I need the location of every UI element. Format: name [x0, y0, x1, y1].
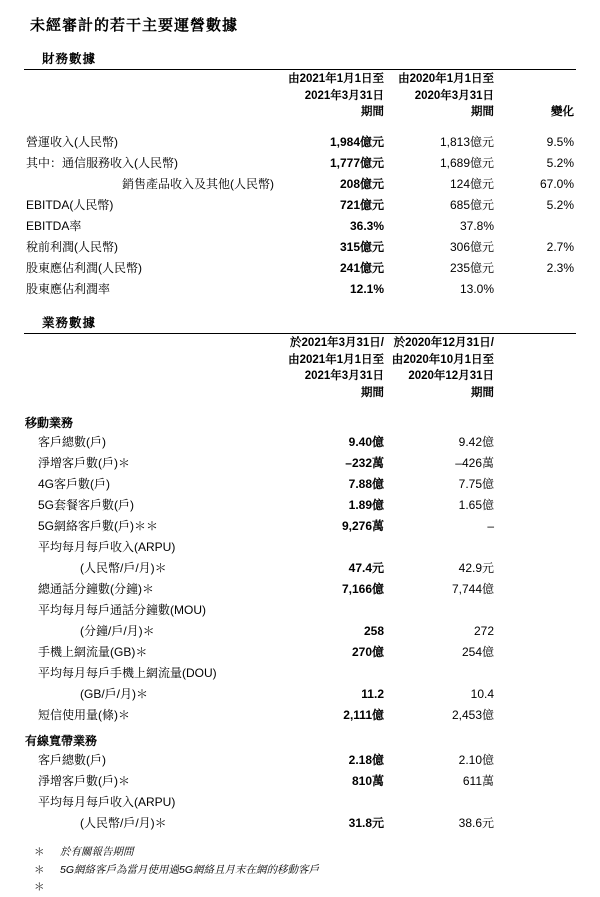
row-value-current: 721億元 [339, 197, 384, 212]
row-value-prior: 685億元 [449, 197, 494, 212]
table-group-title [24, 726, 576, 750]
row-value-current: 258 [363, 624, 384, 639]
row-label: 短信使用量(條)＊ [38, 708, 130, 723]
table-row [24, 152, 576, 173]
row-label: 平均每月每戶收入(ARPU) [38, 540, 176, 555]
row-value-prior: 306億元 [449, 239, 494, 254]
row-value-current: 12.1% [349, 281, 384, 296]
row-value-prior: – [487, 519, 494, 534]
row-value-current [276, 663, 386, 684]
row-label: 平均每月每戶通話分鐘數(MOU) [38, 603, 206, 618]
row-label: 4G客戶數(戶) [38, 477, 111, 492]
row-value-spacer [496, 516, 576, 537]
row-value-prior: 37.8% [459, 218, 494, 233]
row-value-prior [386, 792, 496, 813]
row-value-change: 2.7% [546, 239, 574, 254]
row-value-current: 11.2 [361, 687, 384, 702]
row-value-spacer [496, 432, 576, 453]
row-value-spacer [496, 750, 576, 771]
row-label: 營運收入(人民幣) [26, 134, 118, 149]
financial-table-header [24, 70, 576, 122]
row-value-current: 1,777億元 [329, 155, 384, 170]
table-row [24, 771, 576, 792]
row-value-current: 208億元 [339, 176, 384, 191]
table-row [24, 813, 576, 834]
row-value-spacer [496, 474, 576, 495]
business-col-b-header: 於2020年12月31日/ 由2020年10月1日至 2020年12月31日 期間 [391, 337, 494, 400]
table-row [24, 684, 576, 705]
row-value-current [276, 792, 386, 813]
row-value-prior: 254億 [461, 645, 494, 660]
row-value-current: 9,276萬 [341, 519, 384, 534]
financial-col-c-header: 變化 [551, 106, 574, 119]
table-row [24, 215, 576, 236]
table-row [24, 474, 576, 495]
row-value-prior: 7,744億 [451, 582, 494, 597]
row-label: (GB/戶/月)＊ [80, 687, 148, 702]
row-value-prior [386, 663, 496, 684]
footnote-mark: ＊ [34, 845, 45, 858]
table-row [24, 558, 576, 579]
page-title: 未經審計的若干主要運營數據 [30, 17, 239, 34]
row-value-prior: 38.6元 [458, 816, 494, 831]
row-value-spacer [496, 663, 576, 684]
row-value-spacer [496, 642, 576, 663]
table-group-title [24, 408, 576, 432]
row-value-prior: 13.0% [459, 281, 494, 296]
row-value-prior: 611萬 [462, 774, 494, 789]
row-value-prior [386, 537, 496, 558]
table-row [24, 537, 576, 558]
row-label: 客戶總數(戶) [38, 435, 106, 450]
row-value-current: 270億 [351, 645, 384, 660]
table-row [24, 432, 576, 453]
row-value-spacer [496, 537, 576, 558]
row-value-change: 9.5% [546, 134, 574, 149]
row-value-prior: 42.9元 [458, 561, 494, 576]
business-table-header [24, 334, 576, 403]
footnote-text: 於有關報告期間 [60, 845, 134, 858]
table-row [24, 257, 576, 278]
table-row [24, 278, 576, 299]
row-value-spacer [496, 453, 576, 474]
financial-col-b-header: 由2020年1月1日至 2020年3月31日 期間 [398, 73, 494, 119]
table-row [24, 579, 576, 600]
row-label: (分鐘/戶/月)＊ [80, 624, 155, 639]
row-value-prior: 124億元 [449, 176, 494, 191]
row-label: 淨增客戶數(戶)＊ [38, 774, 130, 789]
row-value-spacer [496, 495, 576, 516]
row-value-change: 5.2% [546, 197, 574, 212]
table-row [24, 236, 576, 257]
row-value-spacer [496, 684, 576, 705]
table-row [24, 173, 576, 194]
group-label: 有線寬帶業務 [25, 733, 98, 748]
row-value-prior: 9.42億 [458, 435, 494, 450]
row-value-prior: 10.4 [470, 687, 494, 702]
row-label: 平均每月每戶收入(ARPU) [38, 795, 176, 810]
row-label: (人民幣/戶/月)＊ [80, 816, 167, 831]
row-value-prior: 1,813億元 [439, 134, 494, 149]
financial-table [24, 70, 576, 299]
business-table [24, 334, 576, 834]
row-value-current: 47.4元 [348, 561, 384, 576]
table-row [24, 131, 576, 152]
row-value-current: 7,166億 [341, 582, 384, 597]
row-value-current: 36.3% [349, 218, 384, 233]
footnotes [24, 844, 576, 897]
table-row [24, 600, 576, 621]
row-label: EBITDA率 [26, 218, 82, 233]
row-label: 銷售產品收入及其他(人民幣) [122, 176, 274, 191]
row-value-prior [386, 600, 496, 621]
table-row [24, 516, 576, 537]
row-value-change [496, 278, 576, 299]
row-label: 淨增客戶數(戶)＊ [38, 456, 130, 471]
row-value-spacer [496, 792, 576, 813]
row-label: 5G套餐客戶數(戶) [38, 498, 135, 513]
table-row [24, 621, 576, 642]
footnote-mark: ＊＊ [34, 863, 45, 894]
row-value-current [276, 537, 386, 558]
table-row [24, 194, 576, 215]
row-value-prior: –426萬 [455, 456, 494, 471]
row-label: 其中：通信服務收入(人民幣) [26, 155, 178, 170]
row-value-current: 9.40億 [348, 435, 384, 450]
row-value-change: 5.2% [546, 155, 574, 170]
row-value-current: 810萬 [351, 774, 384, 789]
row-value-current: 1,984億元 [329, 134, 384, 149]
row-value-change: 2.3% [546, 260, 574, 275]
row-value-prior: 7.75億 [458, 477, 494, 492]
section-header-business: 業務數據 [42, 316, 97, 331]
row-value-spacer [496, 771, 576, 792]
row-value-spacer [496, 813, 576, 834]
row-label: 平均每月每戶手機上網流量(DOU) [38, 666, 217, 681]
row-value-current: 7.88億 [348, 477, 384, 492]
row-label: 總通話分鐘數(分鐘)＊ [38, 582, 154, 597]
table-row [24, 453, 576, 474]
row-value-spacer [496, 558, 576, 579]
row-label: (人民幣/戶/月)＊ [80, 561, 167, 576]
row-value-spacer [496, 705, 576, 726]
financial-col-a-header: 由2021年1月1日至 2021年3月31日 期間 [288, 73, 384, 119]
row-value-prior: 1.65億 [458, 498, 494, 513]
row-value-current: 31.8元 [348, 816, 384, 831]
row-value-change [496, 215, 576, 236]
row-label: 客戶總數(戶) [38, 753, 106, 768]
footnote-text: 5G網絡客戶為當月使用過5G網絡且月末在網的移動客戶 [60, 863, 320, 876]
row-label: 股東應佔利潤(人民幣) [26, 260, 142, 275]
row-label: 稅前利潤(人民幣) [26, 239, 118, 254]
row-value-spacer [496, 600, 576, 621]
row-label: 手機上網流量(GB)＊ [38, 645, 148, 660]
row-value-prior: 2.10億 [458, 753, 494, 768]
row-value-prior: 1,689億元 [439, 155, 494, 170]
row-value-current: –232萬 [345, 456, 384, 471]
table-row [24, 663, 576, 684]
group-label: 移動業務 [25, 415, 74, 430]
row-value-current [276, 600, 386, 621]
row-value-current: 241億元 [339, 260, 384, 275]
row-value-spacer [496, 579, 576, 600]
table-row [24, 642, 576, 663]
table-row [24, 495, 576, 516]
row-value-prior: 272 [473, 624, 494, 639]
footnote [24, 844, 576, 862]
row-value-current: 315億元 [339, 239, 384, 254]
row-value-spacer [496, 621, 576, 642]
row-value-prior: 235億元 [449, 260, 494, 275]
row-value-current: 2.18億 [348, 753, 384, 768]
row-label: 5G網絡客戶數(戶)＊＊ [38, 519, 159, 534]
table-row [24, 750, 576, 771]
table-row [24, 705, 576, 726]
row-value-current: 2,111億 [343, 708, 384, 723]
row-label: 股東應佔利潤率 [26, 281, 111, 296]
footnote [24, 862, 576, 897]
row-label: EBITDA(人民幣) [26, 197, 114, 212]
row-value-current: 1.89億 [348, 498, 384, 513]
row-value-change: 67.0% [539, 176, 574, 191]
table-row [24, 792, 576, 813]
row-value-prior: 2,453億 [451, 708, 494, 723]
business-col-a-header: 於2021年3月31日/ 由2021年1月1日至 2021年3月31日 期間 [288, 337, 384, 400]
section-header-financial: 財務數據 [42, 52, 97, 66]
